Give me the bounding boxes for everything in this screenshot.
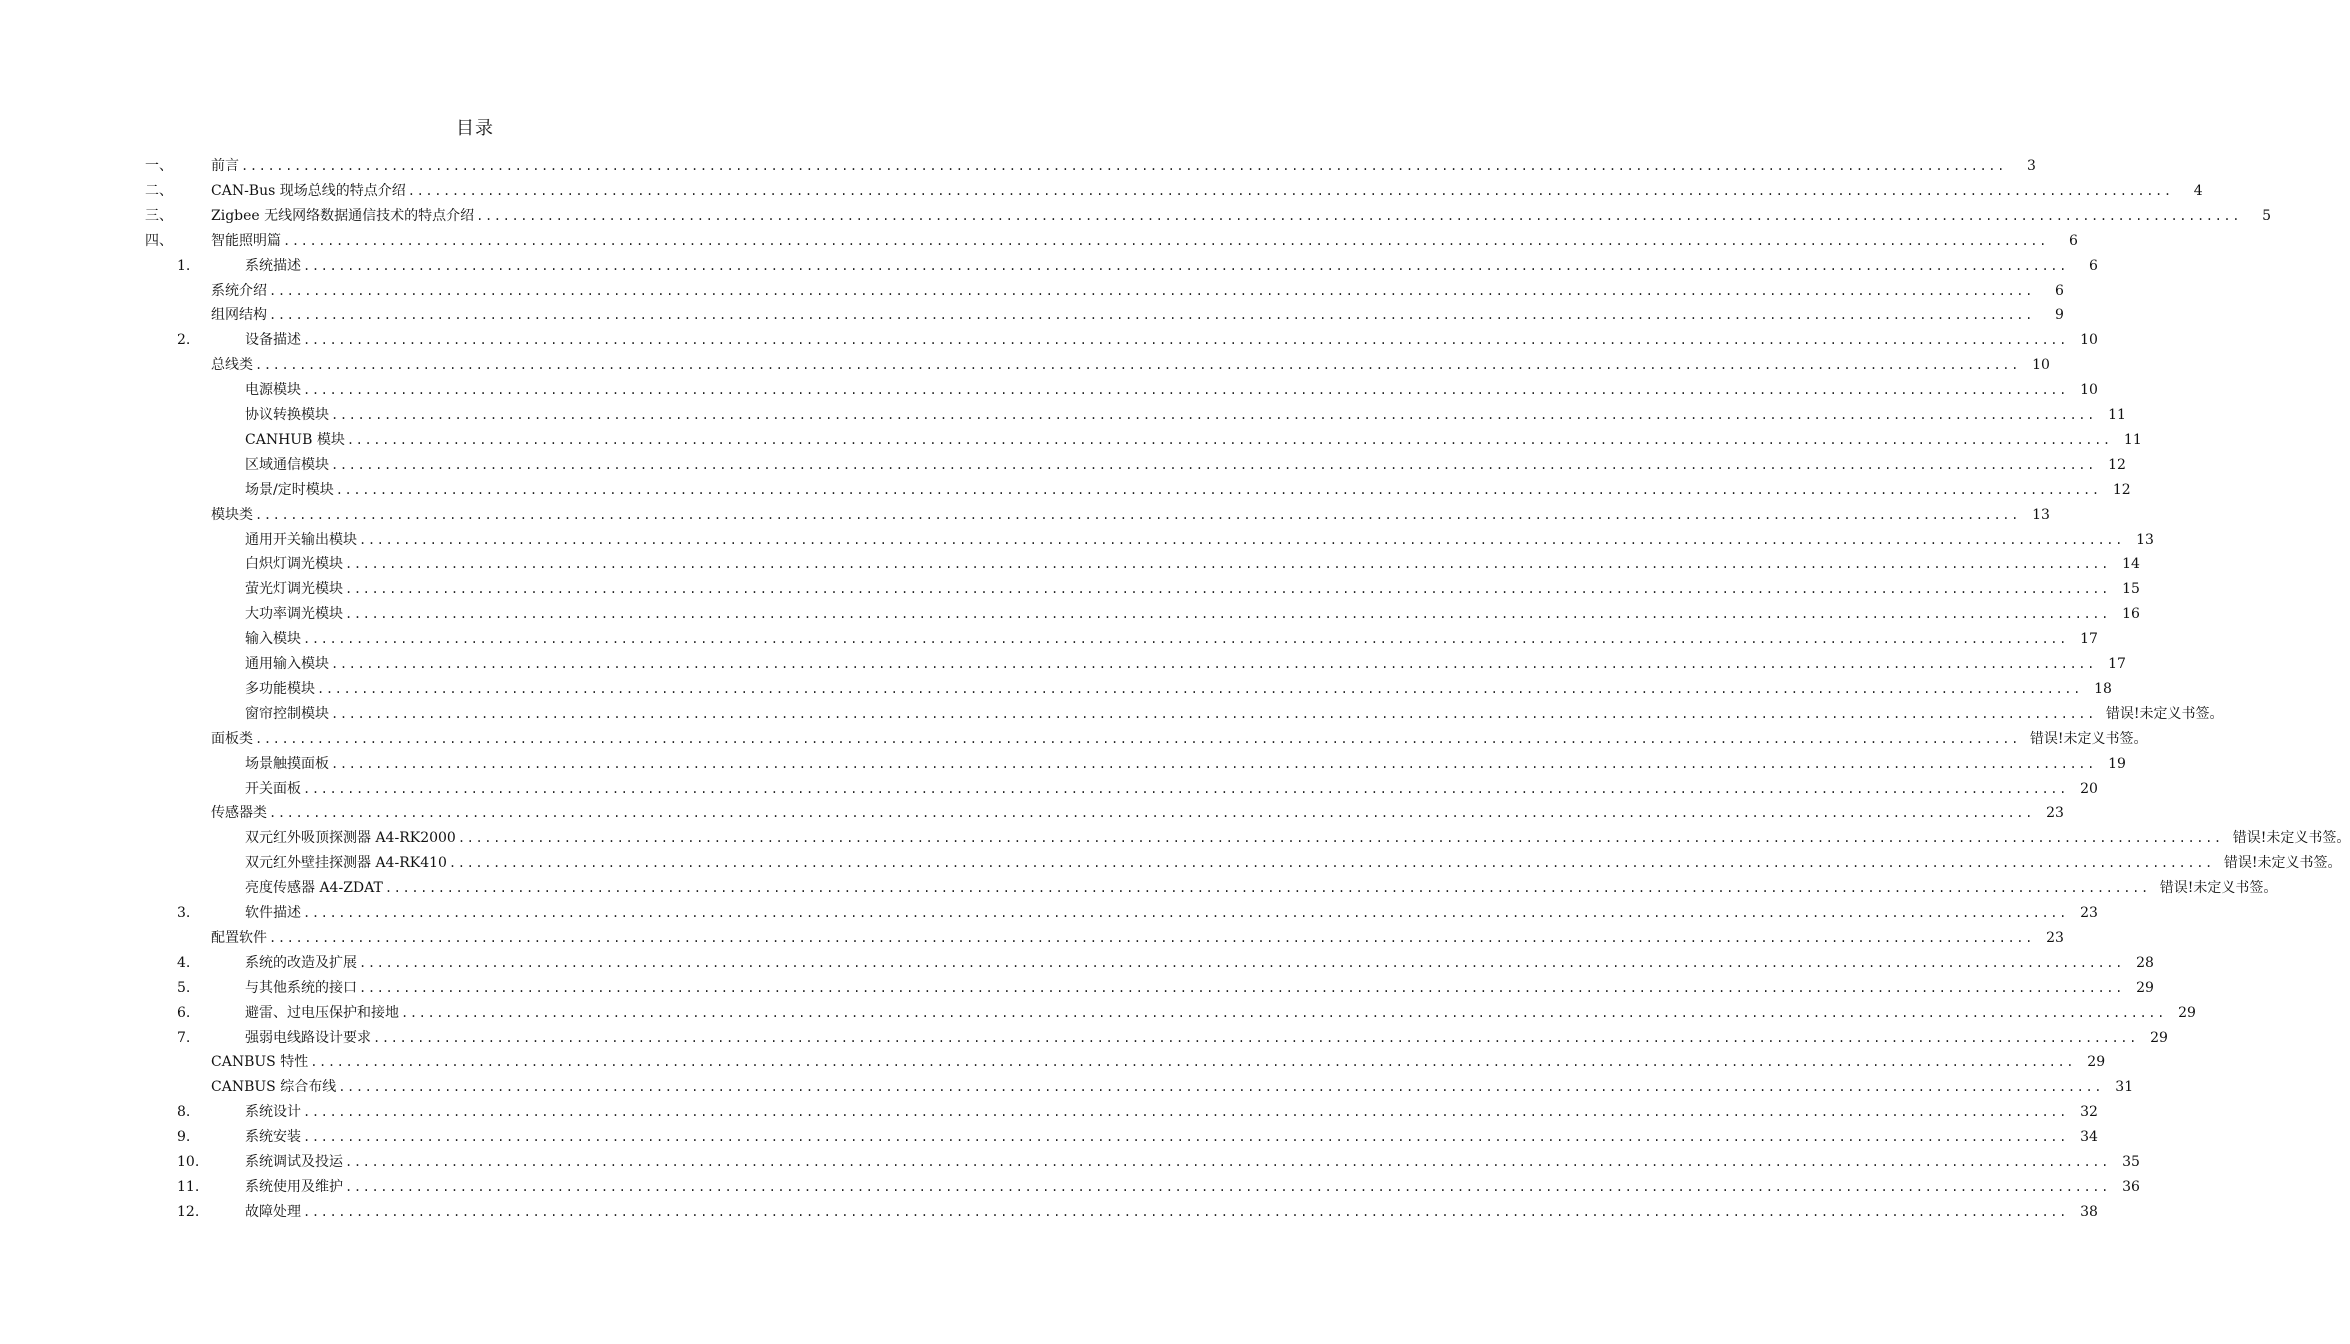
toc-entry[interactable] [211, 926, 2064, 950]
toc-entry-page: 错误!未定义书签。 [2105, 705, 2224, 722]
toc-entry-text: 故障处理 [245, 1203, 301, 1220]
toc-entry-page: 31 [2115, 1079, 2134, 1096]
toc-entry-text: 通用开关输出模块 [245, 531, 357, 548]
toc-entry-number: 一、 [145, 158, 173, 174]
toc-entry-page: 23 [2046, 929, 2064, 946]
dot-leader: ........................................................................................................................................................................................................ [255, 507, 2020, 522]
toc-entry-text: 配置软件 [211, 929, 267, 946]
toc-entry-page: 28 [2136, 954, 2154, 971]
dot-leader: ........................................................................................................................................................................................................ [335, 482, 2101, 497]
toc-entry-text: 总线类 [211, 357, 253, 374]
dot-leader: ........................................................................................................................................................................................................ [255, 358, 2020, 373]
dot-leader: ........................................................................................................................................................................................................ [345, 582, 2110, 597]
toc-entry-page: 错误!未定义书签。 [2159, 880, 2278, 897]
toc-entry-page: 17 [2080, 631, 2098, 648]
toc-entry-page: 错误!未定义书签。 [2223, 855, 2342, 872]
toc-entry-page: 10 [2080, 382, 2098, 399]
toc-entry-page: 13 [2032, 506, 2050, 523]
toc-entry[interactable] [245, 1200, 2098, 1224]
dot-leader: ........................................................................................................................................................................................................ [269, 308, 2034, 323]
dot-leader: ........................................................................................................................................................................................................ [269, 283, 2034, 298]
toc-entry-text: 系统描述 [245, 257, 301, 274]
dot-leader: ........................................................................................................................................................................................................ [303, 333, 2068, 348]
dot-leader: ........................................................................................................................................................................................................ [303, 1130, 2068, 1145]
dot-leader: ........................................................................................................................................................................................................ [303, 906, 2068, 920]
toc-entry-text: 组网结构 [211, 307, 267, 324]
toc-entry-page: 10 [2032, 357, 2050, 374]
toc-entry-text: CANHUB 模块 [245, 431, 345, 448]
toc-entry-text: 大功率调光模块 [245, 606, 343, 623]
toc-entry-text: 系统使用及维护 [245, 1178, 343, 1195]
toc-entry-text: 通用输入模块 [245, 656, 329, 672]
dot-leader: ........................................................................................................................................................................................................ [345, 557, 2110, 572]
toc-entry-page: 11 [2108, 407, 2126, 423]
toc-entry-page: 18 [2094, 680, 2112, 697]
dot-leader: ........................................................................................................................................................................................................ [269, 806, 2034, 821]
dot-leader: ........................................................................................................................................................................................................ [457, 831, 2223, 846]
toc-entry-text: 白炽灯调光模块 [245, 556, 343, 573]
toc-entry[interactable] [245, 1175, 2140, 1199]
toc-entry[interactable] [245, 876, 2278, 900]
toc-entry[interactable] [245, 976, 2154, 1000]
toc-entry-text: 系统安装 [245, 1129, 301, 1146]
toc-entry-page: 错误!未定义书签。 [2029, 730, 2148, 747]
toc-entry-page: 4 [2193, 182, 2203, 199]
toc-entry-number: 2. [177, 332, 191, 349]
toc-entry-text: 面板类 [211, 730, 253, 747]
toc-entry[interactable] [245, 552, 2140, 576]
toc-entry[interactable] [245, 1150, 2140, 1174]
dot-leader: ........................................................................................................................................................................................................ [345, 607, 2110, 622]
dot-leader: ........................................................................................................................................................................................................ [303, 258, 2068, 273]
dot-leader: ........................................................................................................................................................................................................ [303, 383, 2068, 398]
toc-entry-text: 设备描述 [245, 332, 301, 349]
dot-leader: ........................................................................................................................................................................................................ [476, 208, 2242, 223]
toc-entry-text: CANBUS 综合布线 [211, 1079, 337, 1096]
toc-entry-number: 6. [177, 1004, 191, 1021]
dot-leader: ........................................................................................................................................................................................................ [303, 781, 2068, 796]
toc-entry[interactable] [245, 1026, 2168, 1050]
toc-entry[interactable] [211, 229, 2078, 253]
dot-leader: ........................................................................................................................................................................................................ [283, 233, 2048, 248]
toc-entry[interactable] [245, 254, 2098, 278]
toc-entry-page: 11 [2123, 431, 2142, 448]
toc-entry[interactable] [211, 303, 2064, 327]
toc-entry-page: 29 [2136, 979, 2154, 996]
toc-entry[interactable] [245, 328, 2098, 352]
toc-entry-page: 29 [2087, 1054, 2106, 1071]
toc-entry-text: 系统的改造及扩展 [245, 954, 357, 971]
dot-leader: ........................................................................................................................................................................................................ [345, 1179, 2110, 1194]
toc-entry[interactable] [245, 702, 2224, 726]
toc-entry-page: 29 [2178, 1004, 2196, 1021]
dot-leader: ........................................................................................................................................................................................................ [310, 1055, 2076, 1070]
toc-entry[interactable] [211, 204, 2272, 228]
dot-leader: ........................................................................................................................................................................................................ [373, 1030, 2138, 1045]
toc-entry-text: 双元红外壁挂探测器 A4-RK410 [245, 855, 447, 872]
dot-leader: ........................................................................................................................................................................................................ [338, 1080, 2104, 1095]
toc-entry-text: 开关面板 [245, 780, 301, 797]
dot-leader: ........................................................................................................................................................................................................ [407, 183, 2173, 198]
dot-leader: ........................................................................................................................................................................................................ [359, 532, 2124, 547]
toc-entry-text: 智能照明篇 [211, 232, 281, 249]
toc-entry[interactable] [211, 1075, 2134, 1099]
toc-entry-page: 17 [2108, 656, 2126, 672]
dot-leader: ........................................................................................................................................................................................................ [331, 657, 2096, 671]
toc-entry[interactable] [245, 826, 2350, 850]
toc-entry[interactable] [245, 677, 2112, 701]
toc-entry-text: 前言 [211, 158, 239, 174]
toc-entry-text: 模块类 [211, 506, 253, 523]
toc-entry-number: 二、 [145, 182, 173, 199]
toc-entry-number: 4. [177, 954, 191, 971]
toc-entry-number: 8. [177, 1104, 191, 1121]
toc-entry-number: 12. [177, 1203, 200, 1220]
toc-entry[interactable] [245, 453, 2126, 477]
toc-entry[interactable] [245, 1125, 2098, 1149]
toc-entry-text: 避雷、过电压保护和接地 [245, 1004, 399, 1021]
dot-leader: ........................................................................................................................................................................................................ [331, 756, 2096, 771]
toc-entry-text: 亮度传感器 A4-ZDAT [245, 880, 383, 897]
toc-entry[interactable] [245, 627, 2098, 651]
toc-entry-page: 34 [2080, 1129, 2098, 1146]
toc-entry-page: 15 [2122, 581, 2140, 598]
dot-leader: ........................................................................................................................................................................................................ [303, 1105, 2068, 1120]
toc-entry-text: 区域通信模块 [245, 456, 329, 473]
toc-entry-text: 窗帘控制模块 [245, 705, 329, 722]
toc-entry-text: CAN-Bus 现场总线的特点介绍 [211, 182, 406, 199]
dot-leader: ........................................................................................................................................................................................................ [241, 159, 2006, 173]
toc-entry-text: 系统调试及投运 [245, 1154, 343, 1170]
toc-entry-page: 5 [2262, 207, 2272, 224]
toc-entry-page: 12 [2112, 481, 2131, 498]
toc-entry-text: CANBUS 特性 [211, 1054, 309, 1071]
toc-entry-number: 11. [177, 1178, 200, 1195]
toc-entry-page: 9 [2055, 307, 2064, 324]
toc-entry-text: 强弱电线路设计要求 [245, 1029, 371, 1046]
dot-leader: ........................................................................................................................................................................................................ [331, 457, 2096, 472]
toc-entry-number: 3. [177, 905, 191, 921]
toc-entry-page: 32 [2080, 1104, 2098, 1121]
toc-entry-page: 23 [2046, 805, 2064, 822]
toc-entry-text: 双元红外吸顶探测器 A4-RK2000 [245, 830, 456, 847]
toc-entry-page: 6 [2089, 257, 2098, 274]
dot-leader: ........................................................................................................................................................................................................ [359, 980, 2124, 995]
toc-entry-page: 10 [2080, 332, 2098, 349]
toc-entry-page: 6 [2069, 232, 2078, 249]
toc-entry-number: 四、 [145, 232, 173, 249]
toc-entry-page: 3 [2027, 158, 2036, 174]
toc-entry[interactable] [211, 179, 2203, 203]
toc-entry-text: 场景/定时模块 [245, 481, 334, 498]
dot-leader: ........................................................................................................................................................................................................ [401, 1005, 2166, 1020]
toc-entry-text: 萤光灯调光模块 [245, 581, 343, 598]
toc-entry-number: 10. [177, 1154, 200, 1170]
toc-entry-number: 7. [177, 1029, 191, 1046]
toc-entry[interactable] [245, 602, 2140, 626]
dot-leader: ........................................................................................................................................................................................................ [331, 706, 2096, 721]
dot-leader: ........................................................................................................................................................................................................ [346, 432, 2112, 447]
toc-entry-page: 13 [2136, 531, 2154, 548]
toc-entry-page: 14 [2122, 556, 2140, 573]
dot-leader: ........................................................................................................................................................................................................ [269, 930, 2034, 945]
toc-entry-page: 20 [2080, 780, 2098, 797]
dot-leader: ........................................................................................................................................................................................................ [359, 955, 2124, 970]
toc-entry[interactable] [245, 1001, 2196, 1025]
toc-title: 目录 [456, 118, 494, 139]
toc-entry[interactable] [211, 279, 2064, 303]
toc-entry-number: 9. [177, 1129, 191, 1146]
toc-entry-page: 错误!未定义书签。 [2232, 830, 2350, 847]
dot-leader: ........................................................................................................................................................................................................ [255, 731, 2020, 746]
toc-entry[interactable] [211, 353, 2050, 377]
toc-entry-text: 多功能模块 [245, 680, 315, 697]
toc-entry-text: 传感器类 [211, 805, 267, 822]
toc-entry[interactable] [245, 378, 2098, 402]
dot-leader: ........................................................................................................................................................................................................ [303, 1204, 2068, 1219]
toc-entry[interactable] [245, 652, 2126, 676]
toc-entry[interactable] [211, 801, 2064, 825]
dot-leader: ........................................................................................................................................................................................................ [384, 881, 2150, 896]
toc-entry-text: 输入模块 [245, 631, 301, 648]
toc-entry-text: 协议转换模块 [245, 407, 329, 423]
toc-entry-page: 36 [2122, 1178, 2140, 1195]
toc-entry-text: 场景触摸面板 [245, 755, 329, 772]
toc-entry-text: 电源模块 [245, 382, 301, 399]
toc-entry[interactable] [211, 1050, 2106, 1074]
dot-leader: ........................................................................................................................................................................................................ [448, 856, 2214, 871]
toc-entry[interactable] [245, 901, 2098, 925]
toc-entry[interactable] [245, 752, 2126, 776]
dot-leader: ........................................................................................................................................................................................................ [317, 681, 2082, 696]
toc-entry-page: 35 [2122, 1154, 2140, 1170]
toc-entry[interactable] [245, 851, 2342, 875]
toc-entry-text: 系统介绍 [211, 282, 267, 299]
toc-entry[interactable] [245, 777, 2098, 801]
toc-entry-page: 29 [2150, 1029, 2168, 1046]
dot-leader: ........................................................................................................................................................................................................ [331, 408, 2096, 422]
toc-entry[interactable] [245, 1100, 2098, 1124]
toc-entry[interactable] [211, 727, 2148, 751]
toc-entry-page: 38 [2080, 1203, 2098, 1220]
toc-entry-page: 6 [2055, 282, 2064, 299]
toc-entry-page: 16 [2122, 606, 2140, 623]
toc-entry-number: 三、 [145, 207, 173, 224]
toc-entry-number: 1. [177, 257, 191, 274]
toc-entry[interactable] [245, 428, 2142, 452]
toc-entry-text: Zigbee 无线网络数据通信技术的特点介绍 [211, 207, 475, 224]
toc-entry[interactable] [211, 503, 2050, 527]
toc-entry-page: 23 [2080, 905, 2098, 921]
toc-entry-page: 19 [2108, 755, 2126, 772]
toc-entry-page: 12 [2108, 456, 2126, 473]
toc-entry[interactable] [245, 951, 2154, 975]
toc-entry[interactable] [245, 478, 2131, 502]
dot-leader: ........................................................................................................................................................................................................ [303, 632, 2068, 647]
toc-entry[interactable] [245, 403, 2126, 427]
toc-entry-text: 系统设计 [245, 1104, 301, 1121]
dot-leader: ........................................................................................................................................................................................................ [345, 1155, 2110, 1169]
toc-entry-text: 软件描述 [245, 905, 301, 921]
toc-entry-number: 5. [177, 979, 191, 996]
toc-entry[interactable] [245, 577, 2140, 601]
toc-entry-text: 与其他系统的接口 [245, 979, 357, 996]
toc-entry[interactable] [245, 528, 2154, 552]
toc-entry[interactable] [211, 154, 2036, 178]
